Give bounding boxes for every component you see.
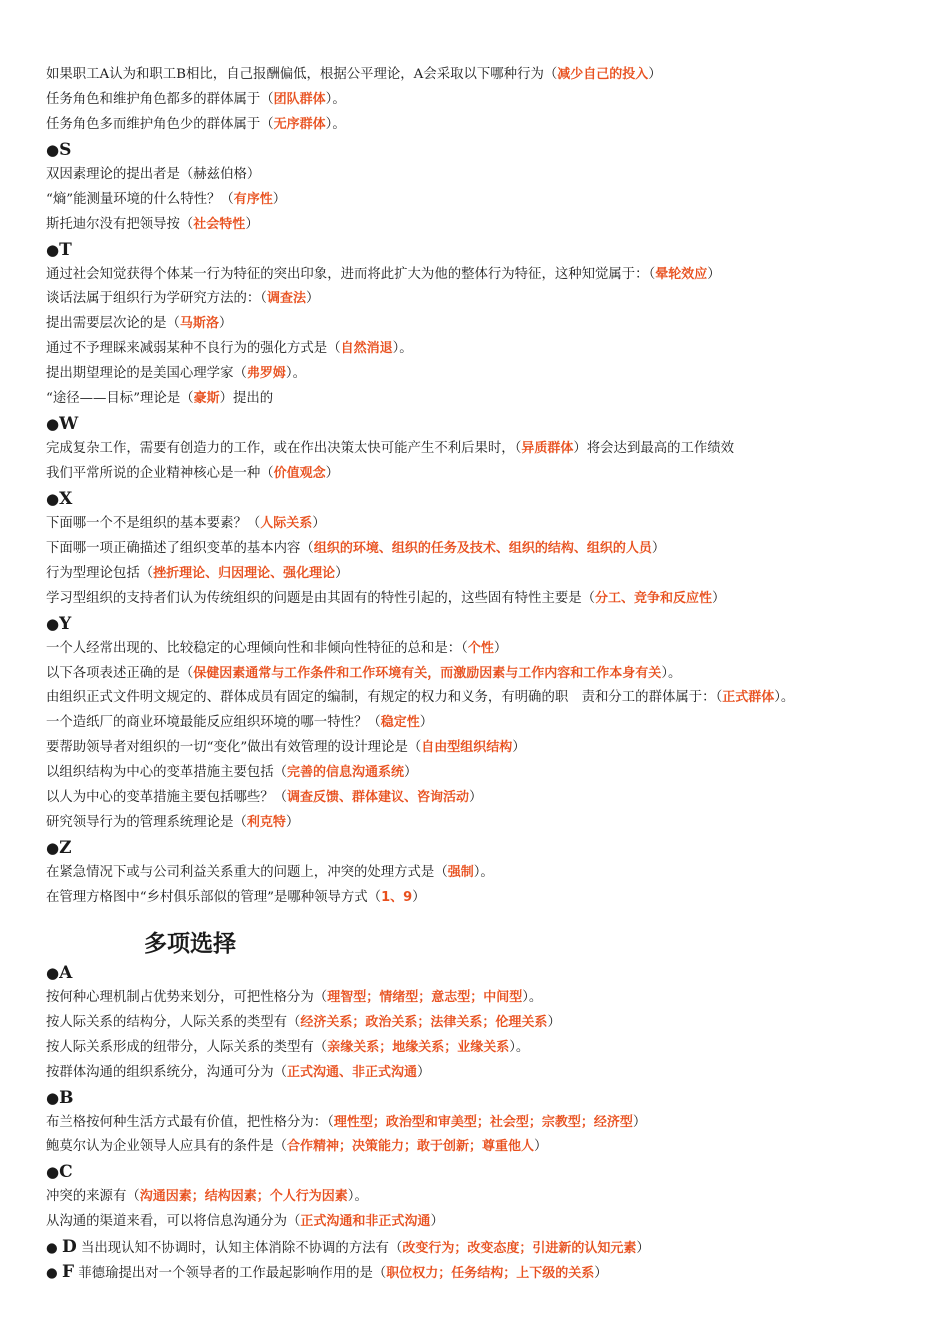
question-suffix: ） bbox=[632, 1114, 647, 1130]
question-line bbox=[46, 362, 926, 387]
answer-text: 正式沟通、非正式沟通 bbox=[287, 1064, 418, 1080]
question-text: 菲德瑜提出对一个领导者的工作最起影响作用的是（ bbox=[74, 1266, 387, 1282]
question-text: 研究领导行为的管理系统理论是（ bbox=[46, 815, 247, 831]
document-page bbox=[46, 63, 926, 1285]
section-letter-header bbox=[46, 487, 926, 512]
question-text: 通过社会知觉获得个体某一行为特征的突出印象，进而将此扩大为他的整体行为特征，这种知觉属于：（ bbox=[46, 266, 656, 282]
question-text: 任务角色多而维护角色少的群体属于（ bbox=[46, 116, 274, 132]
question-suffix: ） bbox=[493, 640, 508, 656]
question-text: 按人际关系的结构分，人际关系的类型有（ bbox=[46, 1014, 301, 1030]
section-letter: F bbox=[61, 1262, 75, 1283]
section-letter: A bbox=[59, 962, 73, 983]
question-suffix: ） bbox=[335, 565, 349, 581]
question-text: 一个人经常出现的、比较稳定的心理倾向性和非倾向性特征的总和是：（ bbox=[46, 640, 468, 656]
question-line bbox=[46, 786, 926, 811]
question-suffix: ） bbox=[285, 815, 300, 831]
question-line bbox=[46, 387, 926, 412]
question-suffix: ） bbox=[404, 765, 418, 781]
question-text: 以人为中心的变革措施主要包括哪些？（ bbox=[46, 790, 288, 806]
answer-text: 合作精神；决策能力；敢于创新；尊重他人 bbox=[287, 1139, 535, 1155]
question-text: 任务角色和维护角色都多的群体属于（ bbox=[46, 91, 274, 107]
question-text: 以下各项表述正确的是（ bbox=[46, 665, 194, 681]
answer-text: 1、9 bbox=[381, 889, 413, 905]
answer-text: 强制 bbox=[447, 865, 474, 880]
question-line bbox=[46, 512, 926, 537]
answer-text: 弗罗姆 bbox=[246, 366, 286, 382]
question-line bbox=[46, 637, 926, 662]
question-suffix: ）提出的 bbox=[219, 391, 274, 407]
bullet-icon: ● bbox=[46, 614, 60, 633]
answer-text: 调查反馈、群体建议、咨询活动 bbox=[287, 790, 470, 806]
question-line bbox=[46, 462, 926, 487]
question-suffix: ） bbox=[651, 540, 666, 556]
answer-text: 沟通因素；结构因素；个人行为因素 bbox=[139, 1189, 348, 1205]
question-text: 完成复杂工作，需要有创造力的工作，或在作出决策太快可能产生不利后果时，（ bbox=[46, 441, 522, 457]
answer-text: 利克特 bbox=[246, 815, 286, 831]
question-line bbox=[46, 1185, 926, 1210]
section-letter: B bbox=[59, 1087, 74, 1108]
question-line bbox=[46, 686, 926, 711]
section-letter: X bbox=[59, 488, 73, 509]
question-text: 行为型理论包括（ bbox=[46, 565, 154, 581]
question-suffix: ）。 bbox=[661, 665, 682, 681]
question-text: 在紧急情况下或与公司利益关系重大的问题上，冲突的处理方式是（ bbox=[46, 865, 448, 880]
section-letter-header bbox=[46, 1086, 926, 1111]
answer-text: 完善的信息沟通系统 bbox=[287, 765, 405, 781]
question-line bbox=[46, 986, 926, 1011]
question-line bbox=[46, 163, 926, 188]
question-text: 布兰格按何种生活方式最有价值，把性格分为：（ bbox=[46, 1114, 334, 1130]
question-suffix: ） bbox=[712, 590, 726, 606]
question-text: 由组织正式文件明文规定的、群体成员有固定的编制，有规定的权力和义务，有明确的职 责和分工的群体属于：（ bbox=[46, 690, 723, 706]
answer-text: 晕轮效应 bbox=[655, 266, 708, 282]
answer-text: 无序群体 bbox=[273, 116, 326, 132]
question-line bbox=[46, 587, 926, 612]
question-text: 斯托迪尔没有把领导按（ bbox=[46, 216, 194, 232]
question-line bbox=[46, 1011, 926, 1036]
question-suffix: ）。 bbox=[522, 989, 543, 1005]
answer-text: 组织的环境、组织的任务及技术、组织的结构、组织的人员 bbox=[313, 540, 652, 556]
question-text: 下面哪一个不是组织的基本要素？（ bbox=[46, 515, 261, 531]
question-line bbox=[46, 537, 926, 562]
answer-text: 自然消退 bbox=[340, 341, 393, 357]
question-suffix: ） bbox=[534, 1139, 548, 1155]
section-letter: Y bbox=[59, 613, 72, 634]
question-line bbox=[46, 861, 926, 886]
answer-text: 人际关系 bbox=[260, 515, 313, 531]
question-line bbox=[46, 562, 926, 587]
question-suffix: ） bbox=[417, 1064, 431, 1080]
question-suffix: ） bbox=[707, 266, 721, 282]
question-suffix: ） bbox=[412, 889, 426, 905]
section-letter: T bbox=[59, 239, 72, 260]
question-text: 鲍莫尔认为企业领导人应具有的条件是（ bbox=[46, 1139, 288, 1155]
answer-text: 减少自己的投入 bbox=[557, 67, 649, 82]
question-line bbox=[46, 337, 926, 362]
answer-text: 异质群体 bbox=[521, 441, 574, 457]
question-text: 如果职工A认为和职工B相比，自己报酬偏低，根据公平理论，A会采取以下哪种行为（ bbox=[46, 67, 558, 82]
answer-text: 分工、竞争和反应性 bbox=[595, 590, 713, 606]
question-suffix: ） bbox=[245, 216, 259, 232]
question-line bbox=[46, 113, 926, 138]
question-line bbox=[46, 63, 926, 88]
section-letter-header bbox=[46, 836, 926, 861]
question-text: 提出需要层次论的是（ bbox=[46, 316, 180, 332]
question-text: 要帮助领导者对组织的一切“变化”做出有效管理的设计理论是（ bbox=[46, 740, 422, 756]
question-text: 按何种心理机制占优势来划分，可把性格分为（ bbox=[46, 989, 328, 1005]
question-suffix: ） bbox=[419, 715, 434, 731]
answer-text: 经济关系；政治关系；法律关系；伦理关系 bbox=[300, 1014, 548, 1030]
bullet-icon: ● bbox=[46, 1163, 60, 1182]
bullet-icon: ● bbox=[46, 963, 60, 982]
answer-text: 理性型；政治型和审美型；社会型；宗教型；经济型 bbox=[333, 1114, 633, 1130]
question-text: 提出期望理论的是美国心理学家（ bbox=[46, 366, 247, 382]
section-letter: C bbox=[59, 1162, 73, 1183]
question-suffix: ）。 bbox=[509, 1039, 530, 1055]
answer-text: 豪斯 bbox=[193, 391, 220, 407]
answer-text: 职位权力；任务结构；上下级的关系 bbox=[386, 1266, 595, 1282]
question-suffix: ）。 bbox=[325, 116, 346, 132]
bullet-icon: ● bbox=[46, 839, 60, 858]
question-suffix: ）。 bbox=[347, 1189, 368, 1205]
question-line bbox=[46, 88, 926, 113]
question-line bbox=[46, 1260, 926, 1285]
question-text: 通过不予理睬来减弱某种不良行为的强化方式是（ bbox=[46, 341, 341, 357]
answer-text: 社会特性 bbox=[193, 216, 246, 232]
bullet-icon: ● bbox=[46, 1266, 58, 1282]
question-text: 下面哪一项正确描述了组织变革的基本内容（ bbox=[46, 540, 314, 556]
bullet-icon: ● bbox=[46, 1241, 58, 1257]
question-text: 我们平常所说的企业精神核心是一种（ bbox=[46, 466, 274, 481]
question-text: 冲突的来源有（ bbox=[46, 1189, 140, 1205]
bullet-icon: ● bbox=[46, 240, 60, 259]
answer-text: 稳定性 bbox=[380, 715, 420, 731]
answer-text: 有序性 bbox=[233, 191, 273, 207]
bullet-icon: ● bbox=[46, 1088, 60, 1107]
question-suffix: ） bbox=[636, 1241, 650, 1257]
question-suffix: ） bbox=[648, 67, 662, 82]
question-line bbox=[46, 263, 926, 288]
answer-text: 价值观念 bbox=[273, 466, 326, 481]
question-suffix: ） bbox=[305, 291, 320, 307]
question-line bbox=[46, 1210, 926, 1235]
question-line bbox=[46, 1135, 926, 1160]
question-line bbox=[46, 711, 926, 736]
bullet-icon: ● bbox=[46, 489, 60, 508]
question-line bbox=[46, 188, 926, 213]
section-letter-header bbox=[46, 238, 926, 263]
bullet-icon: ● bbox=[46, 140, 60, 159]
question-suffix: ） bbox=[272, 191, 287, 207]
section-letter-header bbox=[46, 138, 926, 163]
question-suffix: ） bbox=[512, 740, 526, 756]
question-line bbox=[46, 1111, 926, 1136]
question-text: 从沟通的渠道来看，可以将信息沟通分为（ bbox=[46, 1214, 301, 1230]
answer-text: 理智型；情绪型；意志型；中间型 bbox=[327, 989, 523, 1005]
question-text: 按人际关系形成的纽带分，人际关系的类型有（ bbox=[46, 1039, 328, 1055]
question-suffix: ） bbox=[325, 466, 340, 481]
answer-text: 调查法 bbox=[266, 291, 306, 307]
question-text: 在管理方格图中“乡村俱乐部似的管理”是哪种领导方式（ bbox=[46, 889, 382, 905]
question-line bbox=[46, 1061, 926, 1086]
question-suffix: ）。 bbox=[774, 690, 795, 706]
question-suffix: ）。 bbox=[325, 91, 346, 107]
question-line bbox=[46, 213, 926, 238]
question-suffix: ） bbox=[469, 790, 483, 806]
question-line bbox=[46, 312, 926, 337]
question-suffix: ）。 bbox=[392, 341, 413, 357]
answer-text: 马斯洛 bbox=[179, 316, 219, 332]
question-suffix: ）。 bbox=[285, 366, 306, 382]
answer-text: 正式群体 bbox=[722, 690, 775, 706]
question-text: 以组织结构为中心的变革措施主要包括（ bbox=[46, 765, 288, 781]
question-text: 按群体沟通的组织系统分，沟通可分为（ bbox=[46, 1064, 288, 1080]
question-line bbox=[46, 736, 926, 761]
question-text: 一个造纸厂的商业环境最能反应组织环境的哪一特性？（ bbox=[46, 715, 381, 731]
question-suffix: ） bbox=[430, 1214, 444, 1230]
answer-text: 正式沟通和非正式沟通 bbox=[300, 1214, 431, 1230]
question-text: “途径——目标”理论是（ bbox=[46, 391, 194, 407]
question-suffix: ） bbox=[547, 1014, 561, 1030]
question-line bbox=[46, 886, 926, 911]
section-letter: S bbox=[59, 139, 72, 160]
question-text: “熵”能测量环境的什么特性？（ bbox=[46, 191, 234, 207]
question-suffix: ） bbox=[312, 515, 326, 531]
section-letter-header bbox=[46, 1160, 926, 1185]
answer-text: 保健因素通常与工作条件和工作环境有关，而激励因素与工作内容和工作本身有关 bbox=[193, 665, 662, 681]
bullet-icon: ● bbox=[46, 415, 60, 434]
answer-text: 自由型组织结构 bbox=[421, 740, 513, 756]
question-text: 学习型组织的支持者们认为传统组织的问题是由其固有的特性引起的，这些固有特性主要是（ bbox=[46, 590, 596, 606]
question-suffix: ） bbox=[218, 316, 233, 332]
section-letter: D bbox=[61, 1237, 77, 1258]
question-line bbox=[46, 437, 926, 462]
section-title: 多项选择 bbox=[144, 930, 236, 957]
section-letter: Z bbox=[59, 838, 72, 859]
question-text: 双因素理论的提出者是（赫兹伯格） bbox=[46, 166, 261, 182]
question-suffix: ）将会达到最高的工作绩效 bbox=[573, 441, 735, 457]
section-letter-header bbox=[46, 412, 926, 437]
section-letter: W bbox=[59, 414, 79, 435]
answer-text: 团队群体 bbox=[273, 91, 326, 107]
answer-text: 改变行为；改变态度；引进新的认知元素 bbox=[402, 1241, 637, 1257]
question-line bbox=[46, 1036, 926, 1061]
question-line bbox=[46, 1235, 926, 1260]
question-text: 当出现认知不协调时，认知主体消除不协调的方法有（ bbox=[76, 1241, 403, 1257]
section-letter-header bbox=[46, 612, 926, 637]
question-suffix: ） bbox=[594, 1266, 608, 1282]
answer-text: 挫折理论、归因理论、强化理论 bbox=[153, 565, 336, 581]
answer-text: 亲缘关系；地缘关系；业缘关系 bbox=[327, 1039, 510, 1055]
question-line bbox=[46, 662, 926, 687]
answer-text: 个性 bbox=[467, 640, 494, 656]
question-line bbox=[46, 287, 926, 312]
question-suffix: ）。 bbox=[473, 865, 494, 880]
question-line bbox=[46, 811, 926, 836]
question-line bbox=[46, 761, 926, 786]
question-text: 谈话法属于组织行为学研究方法的：（ bbox=[46, 291, 267, 307]
